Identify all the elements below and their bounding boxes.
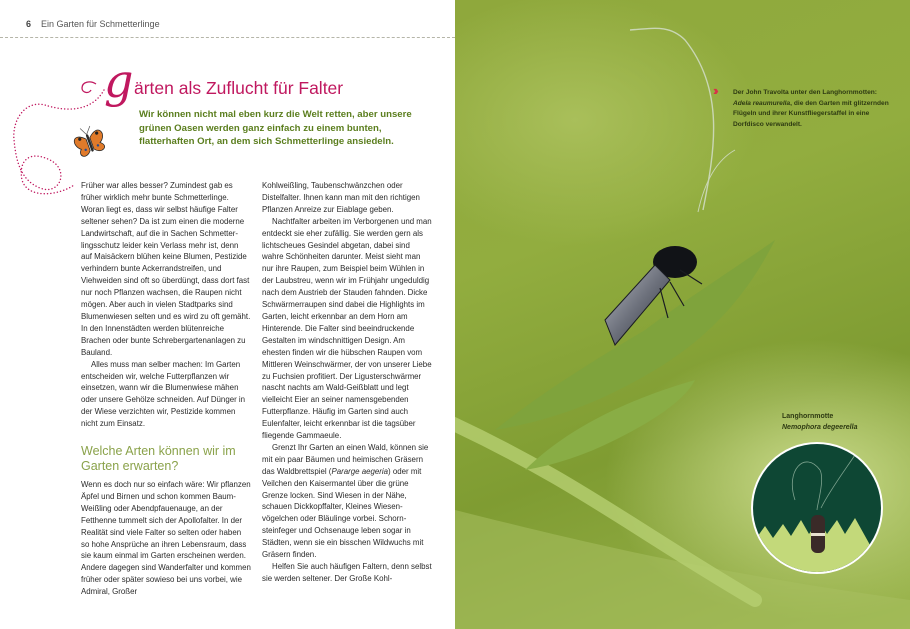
page-number: 6: [26, 19, 32, 29]
inset-caption-latin: Nemophora degeerella: [782, 423, 858, 431]
running-head: [26, 19, 160, 29]
butterfly-icon: [71, 122, 108, 158]
paragraph: Helfen Sie auch häufigen Faltern, denn selbst sie werden seltener. Der Große Kohl-: [262, 562, 432, 583]
dashed-divider: [0, 37, 455, 38]
title-text: ärten als Zuflucht für Falter: [134, 78, 344, 98]
paragraph: Wenn es doch nur so einfach wäre: Wir pflanzen Äpfel und Birnen und schon kommen Baum-Weißling oder Abendpfauenauge, an der Fetthenne tummelt sich der Apollofalter. In der Realität sind viele Falter so selten oder haben so hohe Ansprüche an ihren Lebensraum, dass sie kaum einmal im Garten erscheinen werden. Andere dagegen sind Wanderfalter und kommen früher oder später sowieso bei uns vorbei, wie Admiral, Großer: [81, 480, 251, 597]
text-column-2: [262, 180, 432, 585]
section-subheading: Welche Arten können wir im Garten erwarten?: [81, 444, 236, 474]
right-page-photo: [455, 0, 910, 629]
paragraph: Kohlweißling, Taubenschwänzchen oder Distelfalter. Ihnen kann man mit den richtigen Pflanzen Anreize zur Eiablage geben.: [262, 181, 420, 214]
double-chevron-right-icon: ››: [713, 83, 716, 98]
latin-name: Adela reaumurella: [733, 99, 791, 107]
inset-caption: [782, 412, 857, 433]
inset-caption-name: Langhornmotte: [782, 413, 834, 420]
title-initial: g: [104, 54, 134, 108]
paragraph: Nachtfalter arbeiten im Verborgenen und man entdeckt sie eher zufällig. Sie werden gern als lichtscheues Gesindel abgetan, dabei sind wahre Schönheiten darunter. Meist sieht man nur ihre Raupen, zum Beispiel beim Wühlen in der Laubstreu, wenn wir im Frühjahr ungeduldig nach dem Austrieb der Stauden fahnden. Dicke Schwärmerraupen sind dabei die Highlights im Garten, leicht erkennbar an dem Horn am Hinterende. Die Falter sind beeindruckende Gestalten im windschnittigen Design. Am ehesten finden wir die hübschen Raupen vom Mittleren Weinschwärmer, der von unserer Liebe zu Fuchsien profitiert. Der Ligusterschwärmer nascht nachts am Wald-Geißblatt und legt vielleicht Eier an seiner namensgebenden Futterpflanze. Häufig im Garten sind auch Eulenfalter, leicht erkennbar ist die tagsüber fliegende Gammaeule.: [262, 216, 432, 441]
inset-photo-image: [745, 440, 895, 590]
photo-caption: ›› Der John Travolta unter den Langhornmotten: Adela reaumurella, die den Garten mit glitzernden Flügeln und ihrer Kunstfliegerstaffel in eine Dorfdisco verwandelt.: [713, 83, 889, 128]
paragraph: Früher war alles besser? Zumindest gab es früher wirklich mehr bunte Schmetterlinge. Woran liegt es, dass wir selbst häufige Falter seltener sehen? Da ist zum einen die moderne Landwirtschaft, auf die in Sachen Schmetterlingsschutz leider kein Verlass mehr ist, denn auf Maisäckern blühen keine Blumen, Pestizide verhindern bunte Ackerrandstreifen, und Viehweiden sind oft so überdüngt, dass dort fast nur noch Pflanzen wachsen, die Raupen nicht mögen. Aber auch in vielen Stadtparks sind Blumenwiesen selten und es wird zu oft gemäht. In den Innenstädten werden blütenreiche Brachen oder bunte Schrebergartenanlagen zu Bauland.: [81, 181, 251, 357]
latin-name: Pararge aegeria: [331, 466, 389, 476]
paragraph: Grenzt Ihr Garten an einen Wald, können sie mit ein paar Bäumen und heimischen Gräsern das Waldbrettspiel (Pararge aegeria) oder mit Veilchen den Kaisermantel über die grüne Grenze locken. Sind Wiesen in der Nähe, schauen Dickkopffalter, Kleines Wiesenvögelchen oder Bläulinge vorbei. Schornsteinfeger und Ochsenauge leben sogar in Städten, wenn sie ein bisschen Wildwuchs mit Gräsern finden.: [262, 442, 429, 560]
paragraph: Alles muss man selber machen: Im Garten entscheiden wir, welche Futterpflanzen wir einsetzen, wann wir die Blumenwiese mähen oder unsere Gehölze schneiden. Auf Dünger in der Wiese verzichten wir, Pestizide kommen nicht zum Einsatz.: [81, 359, 246, 429]
lead-paragraph: Wir können nicht mal eben kurz die Welt retten, aber unsere grünen Oasen werden ganz einfach zu einem bunten, flatterhaften Ort, an dem sich Schmetterlinge ansiedeln.: [139, 109, 412, 147]
section-title: Ein Garten für Schmetterlinge: [41, 19, 160, 29]
text-column-1: [81, 180, 251, 598]
